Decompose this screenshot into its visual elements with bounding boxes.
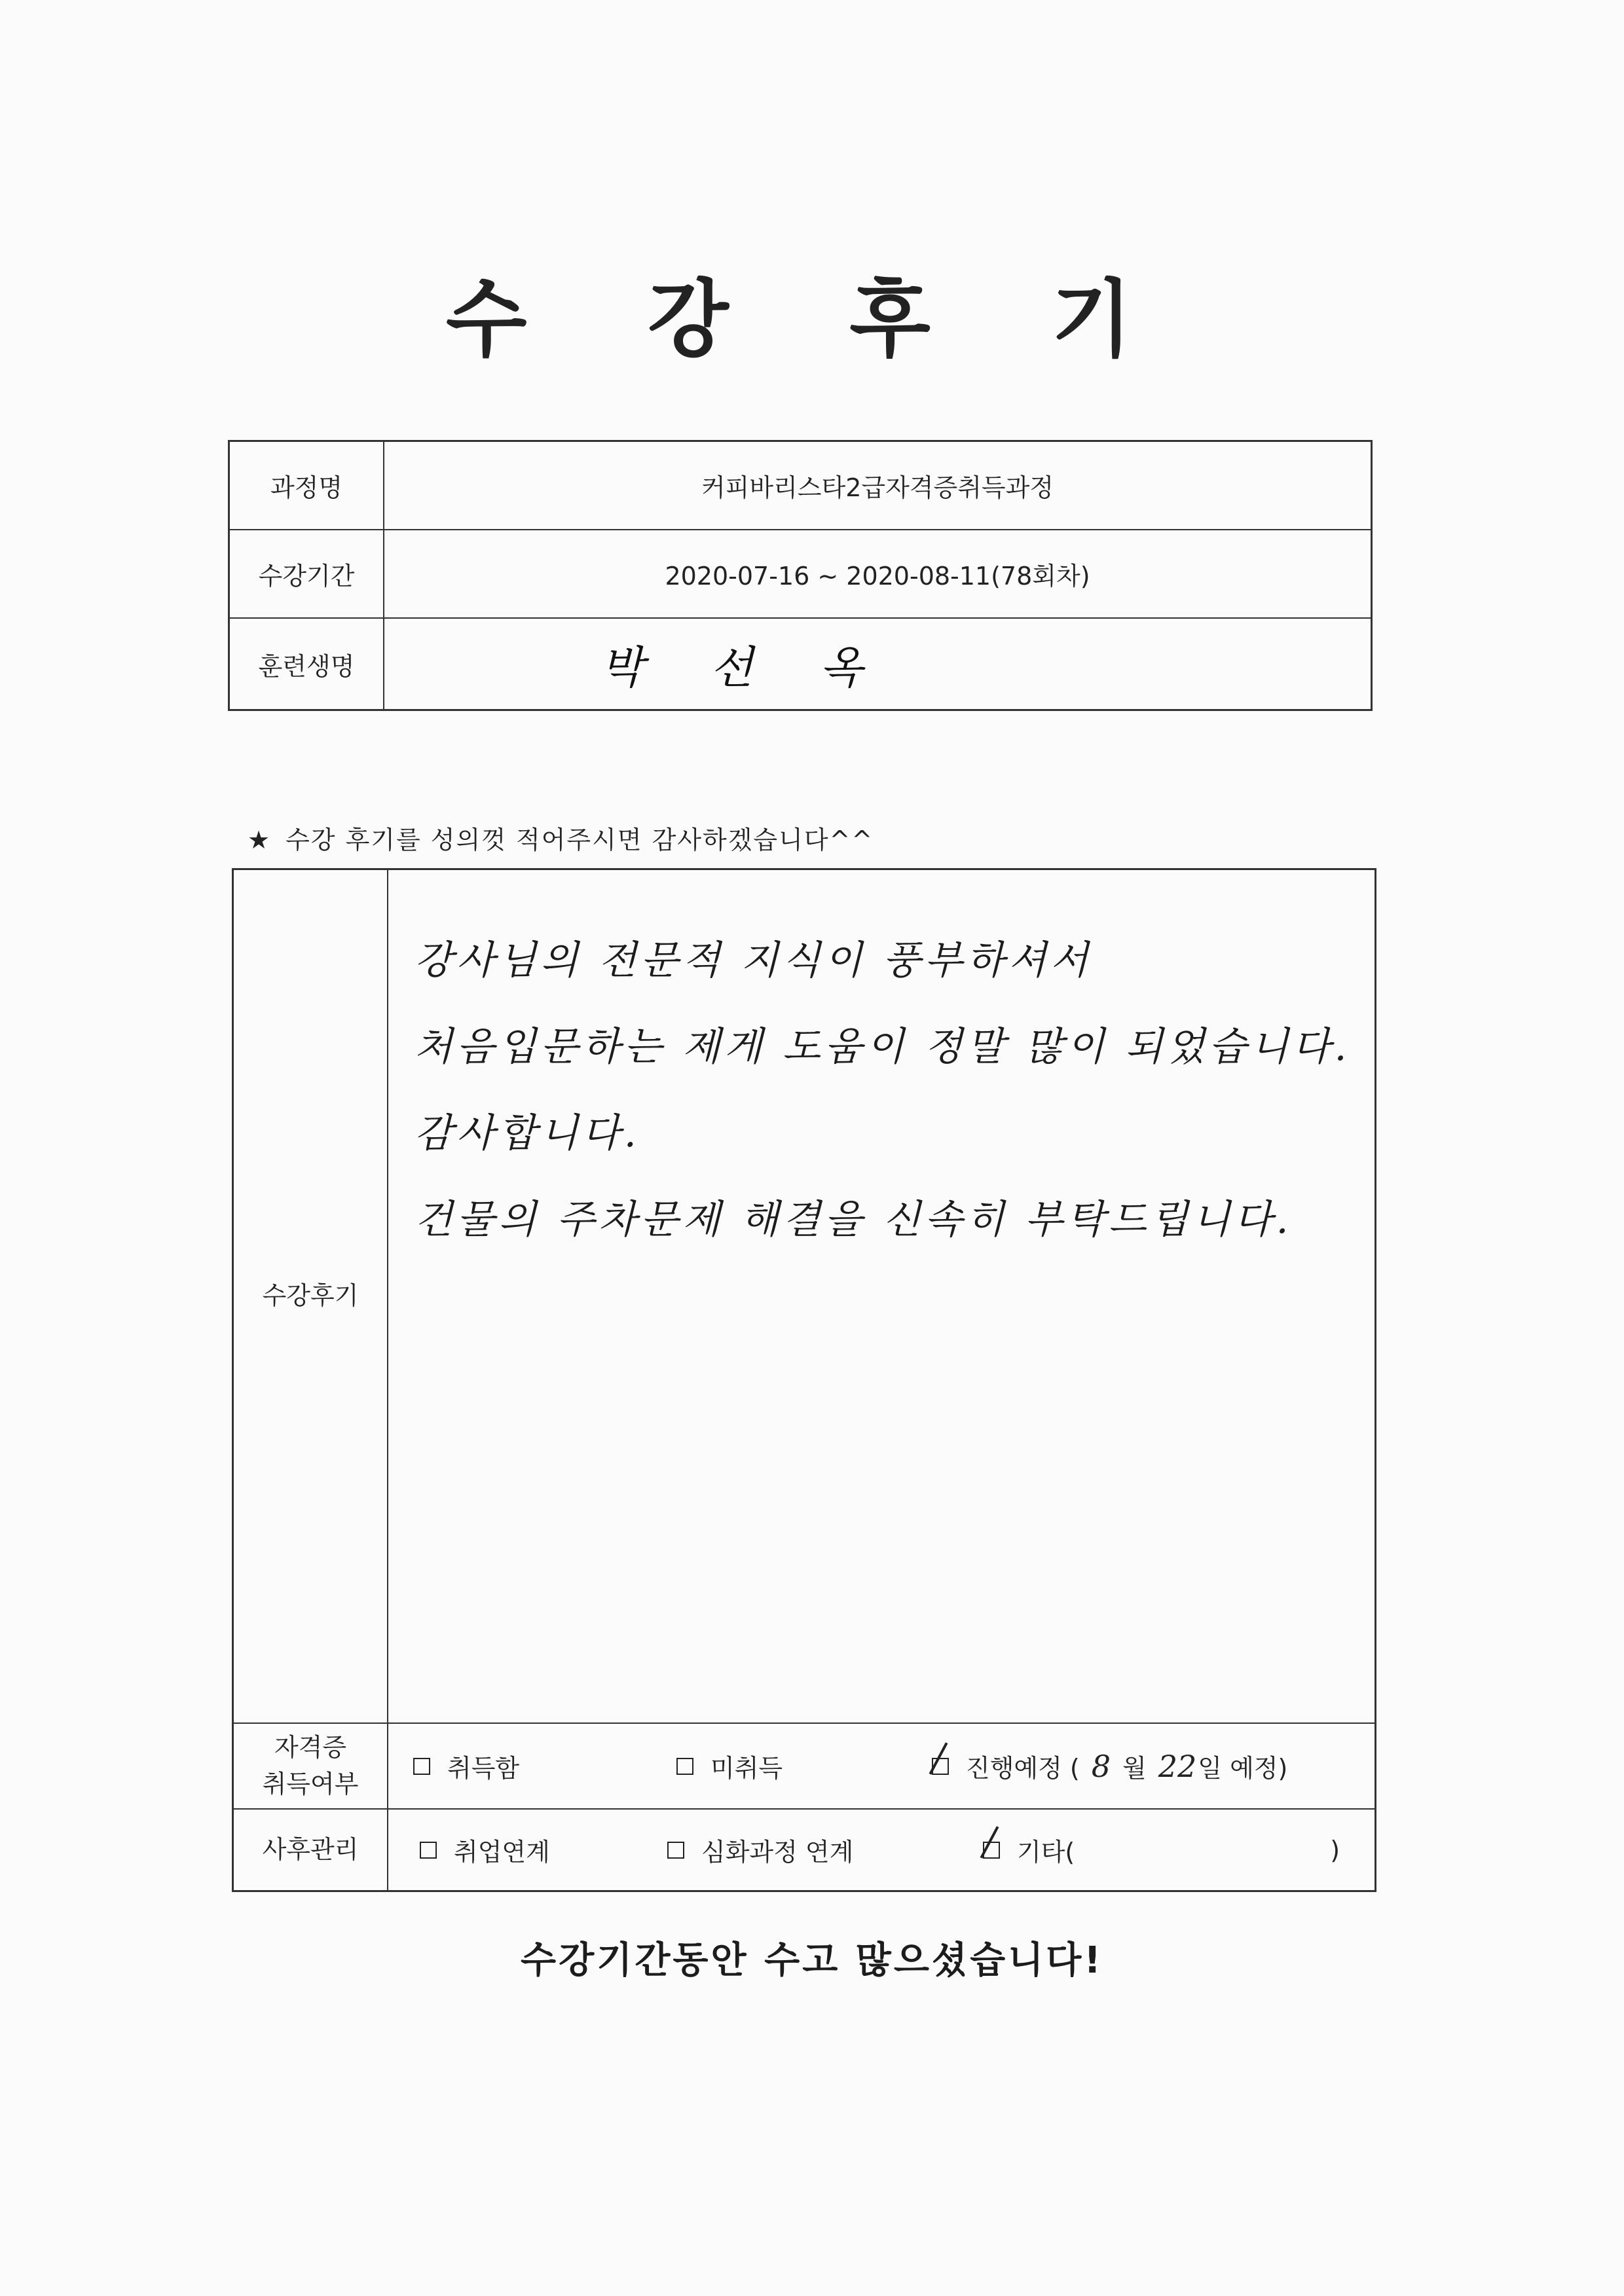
option-other-label: 기타(: [1017, 1838, 1075, 1867]
day-suffix: 일 예정): [1198, 1754, 1288, 1783]
checkbox-acquired[interactable]: [413, 1758, 430, 1775]
certification-options: [388, 1724, 1375, 1808]
review-request-notice: [248, 820, 874, 856]
checkbox-other-checked[interactable]: [983, 1842, 1000, 1859]
aftercare-options: [388, 1810, 1375, 1890]
option-other[interactable]: [983, 1832, 1340, 1868]
review-line: 강사님의 전문적 지식이 풍부하셔서: [415, 938, 1092, 983]
course-period-row: [230, 530, 1371, 619]
aftercare-row: [234, 1810, 1375, 1890]
star-icon: ★: [248, 826, 272, 854]
review-line: 건물의 주차문제 해결을 신속히 부탁드립니다.: [415, 1197, 1293, 1243]
option-job-link[interactable]: [420, 1832, 550, 1868]
option-not-acquired-label: 미취득: [710, 1754, 783, 1783]
trainee-name-label: 훈련생명: [230, 619, 384, 709]
option-in-progress-label: 진행예정 (: [966, 1754, 1080, 1783]
course-period-value: 2020-07-16 ~ 2020-08-11(78회차): [665, 562, 1090, 591]
checkbox-advanced-course[interactable]: [667, 1842, 684, 1859]
certification-label: [234, 1724, 388, 1808]
course-name-label: 과정명: [230, 442, 384, 529]
option-other-close: ): [1330, 1835, 1340, 1865]
review-table: [232, 868, 1376, 1892]
notice-text: 수강 후기를 성의껏 적어주시면 감사하겠습니다^^: [286, 826, 874, 854]
checkbox-in-progress-checked[interactable]: [932, 1758, 949, 1775]
trainee-name-handwritten: 박 선 옥: [600, 642, 889, 694]
trainee-name-row: [230, 619, 1371, 709]
course-info-table: [228, 440, 1373, 711]
course-name-value: 커피바리스타2급자격증취득과정: [701, 473, 1054, 502]
certification-row: [234, 1724, 1375, 1810]
aftercare-label: 사후관리: [234, 1810, 388, 1890]
review-line: 감사합니다.: [415, 1110, 640, 1156]
option-job-link-label: 취업연계: [454, 1838, 550, 1867]
option-advanced-course[interactable]: [667, 1832, 853, 1868]
option-acquired[interactable]: [413, 1748, 519, 1784]
checkbox-not-acquired[interactable]: [676, 1758, 693, 1775]
review-body-row: [234, 870, 1375, 1724]
option-acquired-label: 취득함: [447, 1754, 520, 1783]
handwritten-day: 22: [1158, 1748, 1197, 1784]
month-unit: 월: [1122, 1754, 1147, 1783]
course-name-row: [230, 442, 1371, 530]
review-line: 처음입문하는 제게 도움이 정말 많이 되었습니다.: [415, 1024, 1351, 1070]
handwritten-month: 8: [1091, 1748, 1111, 1784]
document-title: 수 강 후 기: [445, 271, 1179, 369]
checkbox-job-link[interactable]: [420, 1842, 437, 1859]
option-not-acquired[interactable]: [676, 1748, 783, 1784]
review-handwritten-text: [388, 870, 1377, 1722]
review-label: 수강후기: [234, 870, 388, 1722]
course-period-label: 수강기간: [230, 530, 384, 617]
option-advanced-course-label: 심화과정 연계: [701, 1838, 854, 1867]
certification-label-line2: 취득여부: [262, 1769, 359, 1798]
certification-label-line1: 자격증: [274, 1733, 347, 1762]
option-in-progress[interactable]: [932, 1748, 1287, 1784]
closing-message: 수강기간동안 수고 많으셨습니다!: [521, 1939, 1103, 1982]
